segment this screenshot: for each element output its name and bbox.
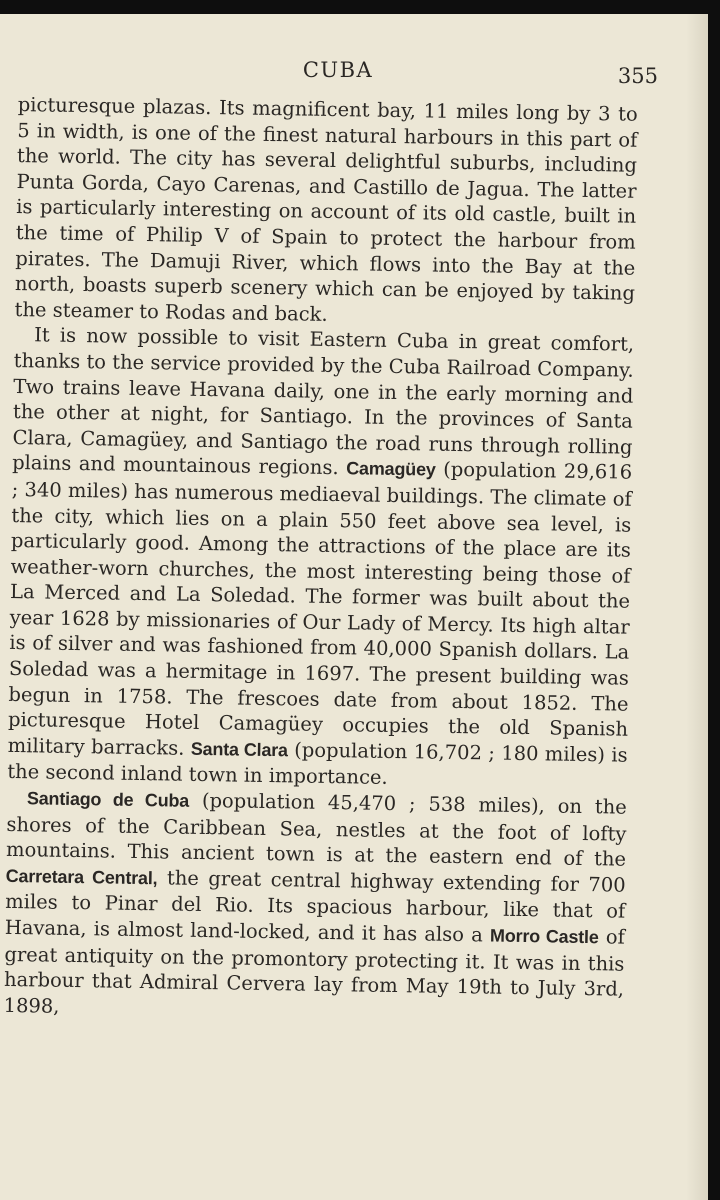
paragraph-text: of great antiquity on the promontory protecting it. It was in this harbour that Admiral Cervera lay from May 19th to July 3rd, 1898, — [3, 925, 625, 1018]
page-header — [18, 58, 658, 92]
paragraph-text: (population 16,702 ; 180 miles) is the second inland town in importance. — [7, 738, 628, 790]
paragraph-text: It is now possible to visit Eastern Cuba in great comfort, thanks to the service provided by the Cuba Railroad Company. Two trains leave Havana daily, one in the early morning and the other at night, for Santiago. In the provinces of Santa Clara, Camagüey, and Santiago the road runs through rolling plains and mountainous regions. — [11, 323, 635, 480]
bold-term-camaguey: Camagüey — [346, 458, 436, 480]
paragraph-santiago — [3, 785, 627, 1028]
paragraph-text: the great central highway extending for 700 miles to Pinar del Rio. Its spacious harbour, like that of Havana, is almost land-locked, and it has also a — [4, 866, 626, 947]
bold-term-santiago-de-cuba: Santiago de Cuba — [26, 788, 190, 811]
bold-term-carretara-central: Carretara Central, — [5, 865, 158, 889]
bold-term-santa-clara: Santa Clara — [190, 738, 289, 761]
bold-term-morro-castle: Morro Castle — [489, 925, 599, 948]
running-title: CUBA — [302, 58, 374, 82]
paragraph-eastern-cuba — [7, 322, 634, 794]
text-body — [3, 92, 637, 1028]
page-number: 355 — [617, 64, 658, 88]
paragraph-text: (population 29,616 ; 340 miles) has numerous mediaeval buildings. The climate of the city, which lies on a plain 550 feet above sea level, is particularly good. Among the attractions of the place are its weather-worn churches, the most interesting being those of La Merced and La Soledad. The former was built about the year 1628 by missionaries of Our Lady of Mercy. Its high altar is of silver and was fashioned from 40,000 Spanish dollars. La Soledad was a hermitage in 1697. The present building was begun in 1758. The frescoes date from about 1852. The picturesque Hotel Camagüey occupies the old Spanish military barracks. — [7, 457, 633, 760]
paragraph-text: picturesque plazas. Its magnificent bay, 11 miles long by 3 to 5 in width, is one of the finest natural harbours in this part of the world. The city has several delightful suburbs, including Punta Gorda, Cayo Carenas, and Castillo de Jagua. The latter is particularly interesting on account of its old castle, built in the time of Philip V of Spain to protect the harbour from pirates. The Damuji River, which flows into the Bay at the north, boasts superb scenery which can be enjoyed by taking the steamer to Rodas and back. — [14, 92, 638, 326]
gutter-shadow — [686, 14, 708, 1200]
paragraph-cienfuegos — [14, 92, 638, 332]
paragraph-text: (population 45,470 ; 538 miles), on the shores of the Caribbean Sea, nestles at the foot of lofty mountains. This ancient town is at the eastern end of the — [5, 788, 628, 871]
